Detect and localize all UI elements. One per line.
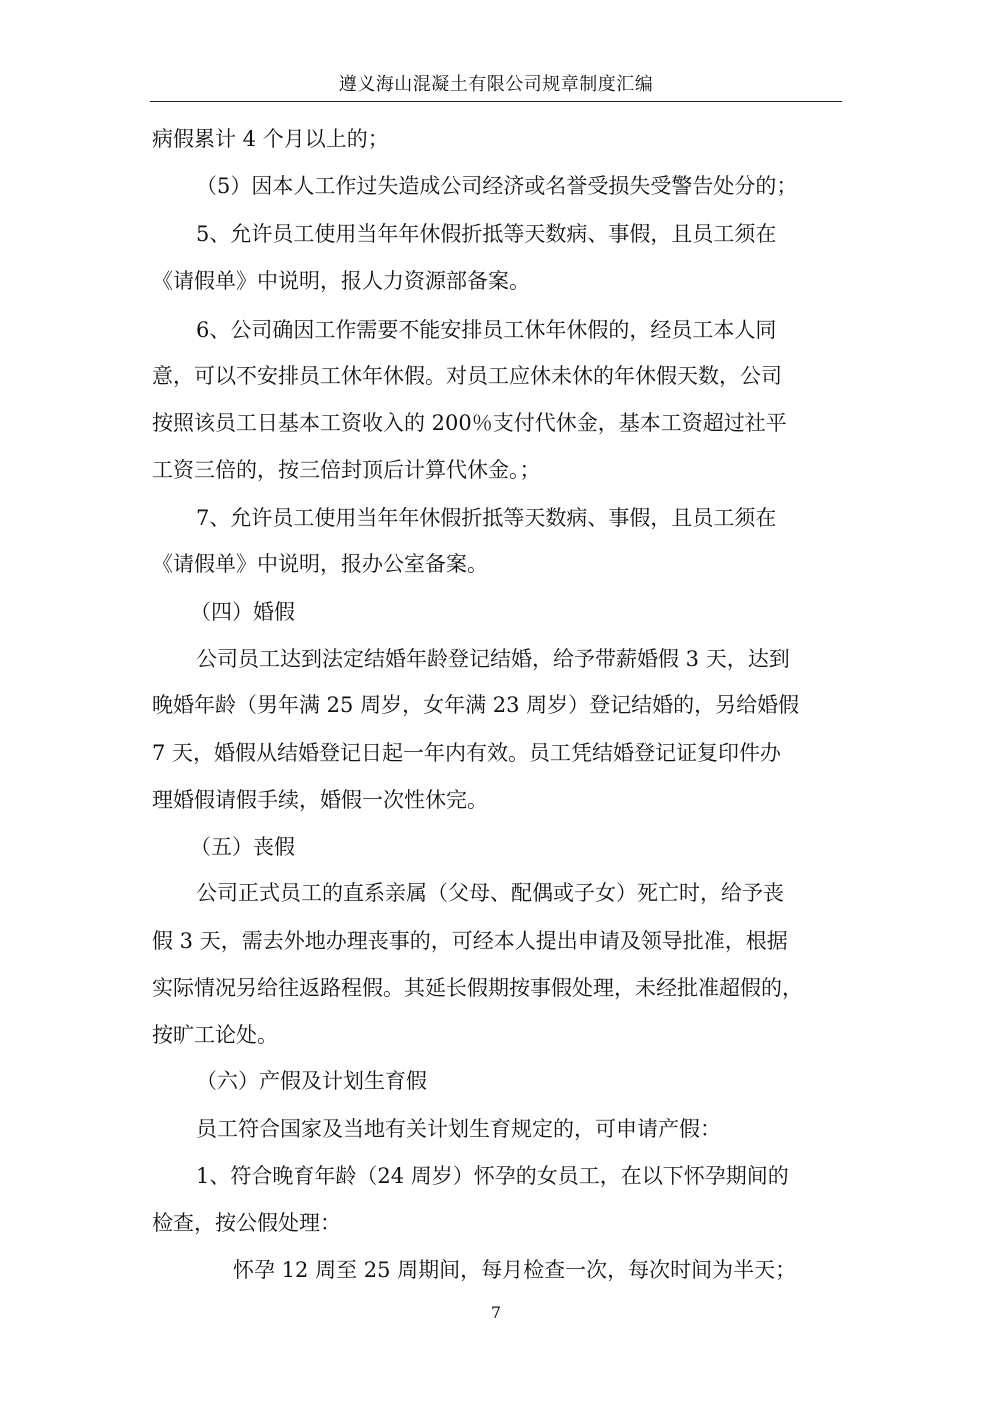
section-heading: （五）丧假 — [190, 835, 295, 859]
body-line: 工资三倍的，按三倍封顶后计算代休金。； — [152, 458, 541, 482]
section-heading: （六）产假及计划生育假 — [196, 1069, 427, 1093]
body-line: 5、允许员工使用当年年休假折抵等天数病、事假，且员工须在 — [196, 222, 777, 246]
body-line: （5）因本人工作过失造成公司经济或名誉受损失受警告处分的； — [196, 174, 798, 198]
body-line: 假 3 天，需去外地办理丧事的，可经本人提出申请及领导批准，根据 — [152, 929, 788, 953]
body-line: 怀孕 12 周至 25 周期间，每月检查一次，每次时间为半天； — [233, 1258, 797, 1282]
body-line: 按照该员工日基本工资收入的 200％支付代休金，基本工资超过社平 — [152, 411, 787, 435]
body-line: 按旷工论处。 — [152, 1023, 278, 1047]
body-line: 意，可以不安排员工休年休假。对员工应休未休的年休假天数，公司 — [152, 364, 782, 388]
body-line: 7 天，婚假从结婚登记日起一年内有效。员工凭结婚登记证复印件办 — [152, 741, 782, 765]
body-line: 晚婚年龄（男年满 25 周岁，女年满 23 周岁）登记结婚的，另给婚假 — [152, 693, 800, 717]
body-line: 实际情况另给往返路程假。其延长假期按事假处理，未经批准超假的， — [152, 976, 803, 1000]
body-line: 6、公司确因工作需要不能安排员工休年休假的，经员工本人同 — [196, 318, 777, 342]
body-line: 公司员工达到法定结婚年龄登记结婚，给予带薪婚假 3 天，达到 — [196, 647, 790, 671]
body-line: 公司正式员工的直系亲属（父母、配偶或子女）死亡时，给予丧 — [196, 881, 784, 905]
body-line: 《请假单》中说明，报人力资源部备案。 — [152, 269, 530, 293]
body-line: 病假累计 4 个月以上的； — [152, 127, 389, 151]
running-header: 遵义海山混凝土有限公司规章制度汇编 — [338, 74, 654, 95]
header-divider — [150, 101, 842, 102]
section-heading: （四）婚假 — [190, 600, 295, 624]
page-number: 7 — [490, 1303, 502, 1322]
body-line: 7、允许员工使用当年年休假折抵等天数病、事假，且员工须在 — [196, 506, 777, 530]
body-line: 1、符合晚育年龄（24 周岁）怀孕的女员工，在以下怀孕期间的 — [196, 1164, 789, 1188]
body-line: 《请假单》中说明，报办公室备案。 — [152, 552, 488, 576]
body-line: 检查，按公假处理： — [152, 1211, 341, 1235]
body-line: 员工符合国家及当地有关计划生育规定的，可申请产假： — [196, 1117, 721, 1141]
body-line: 理婚假请假手续，婚假一次性休完。 — [152, 788, 488, 812]
